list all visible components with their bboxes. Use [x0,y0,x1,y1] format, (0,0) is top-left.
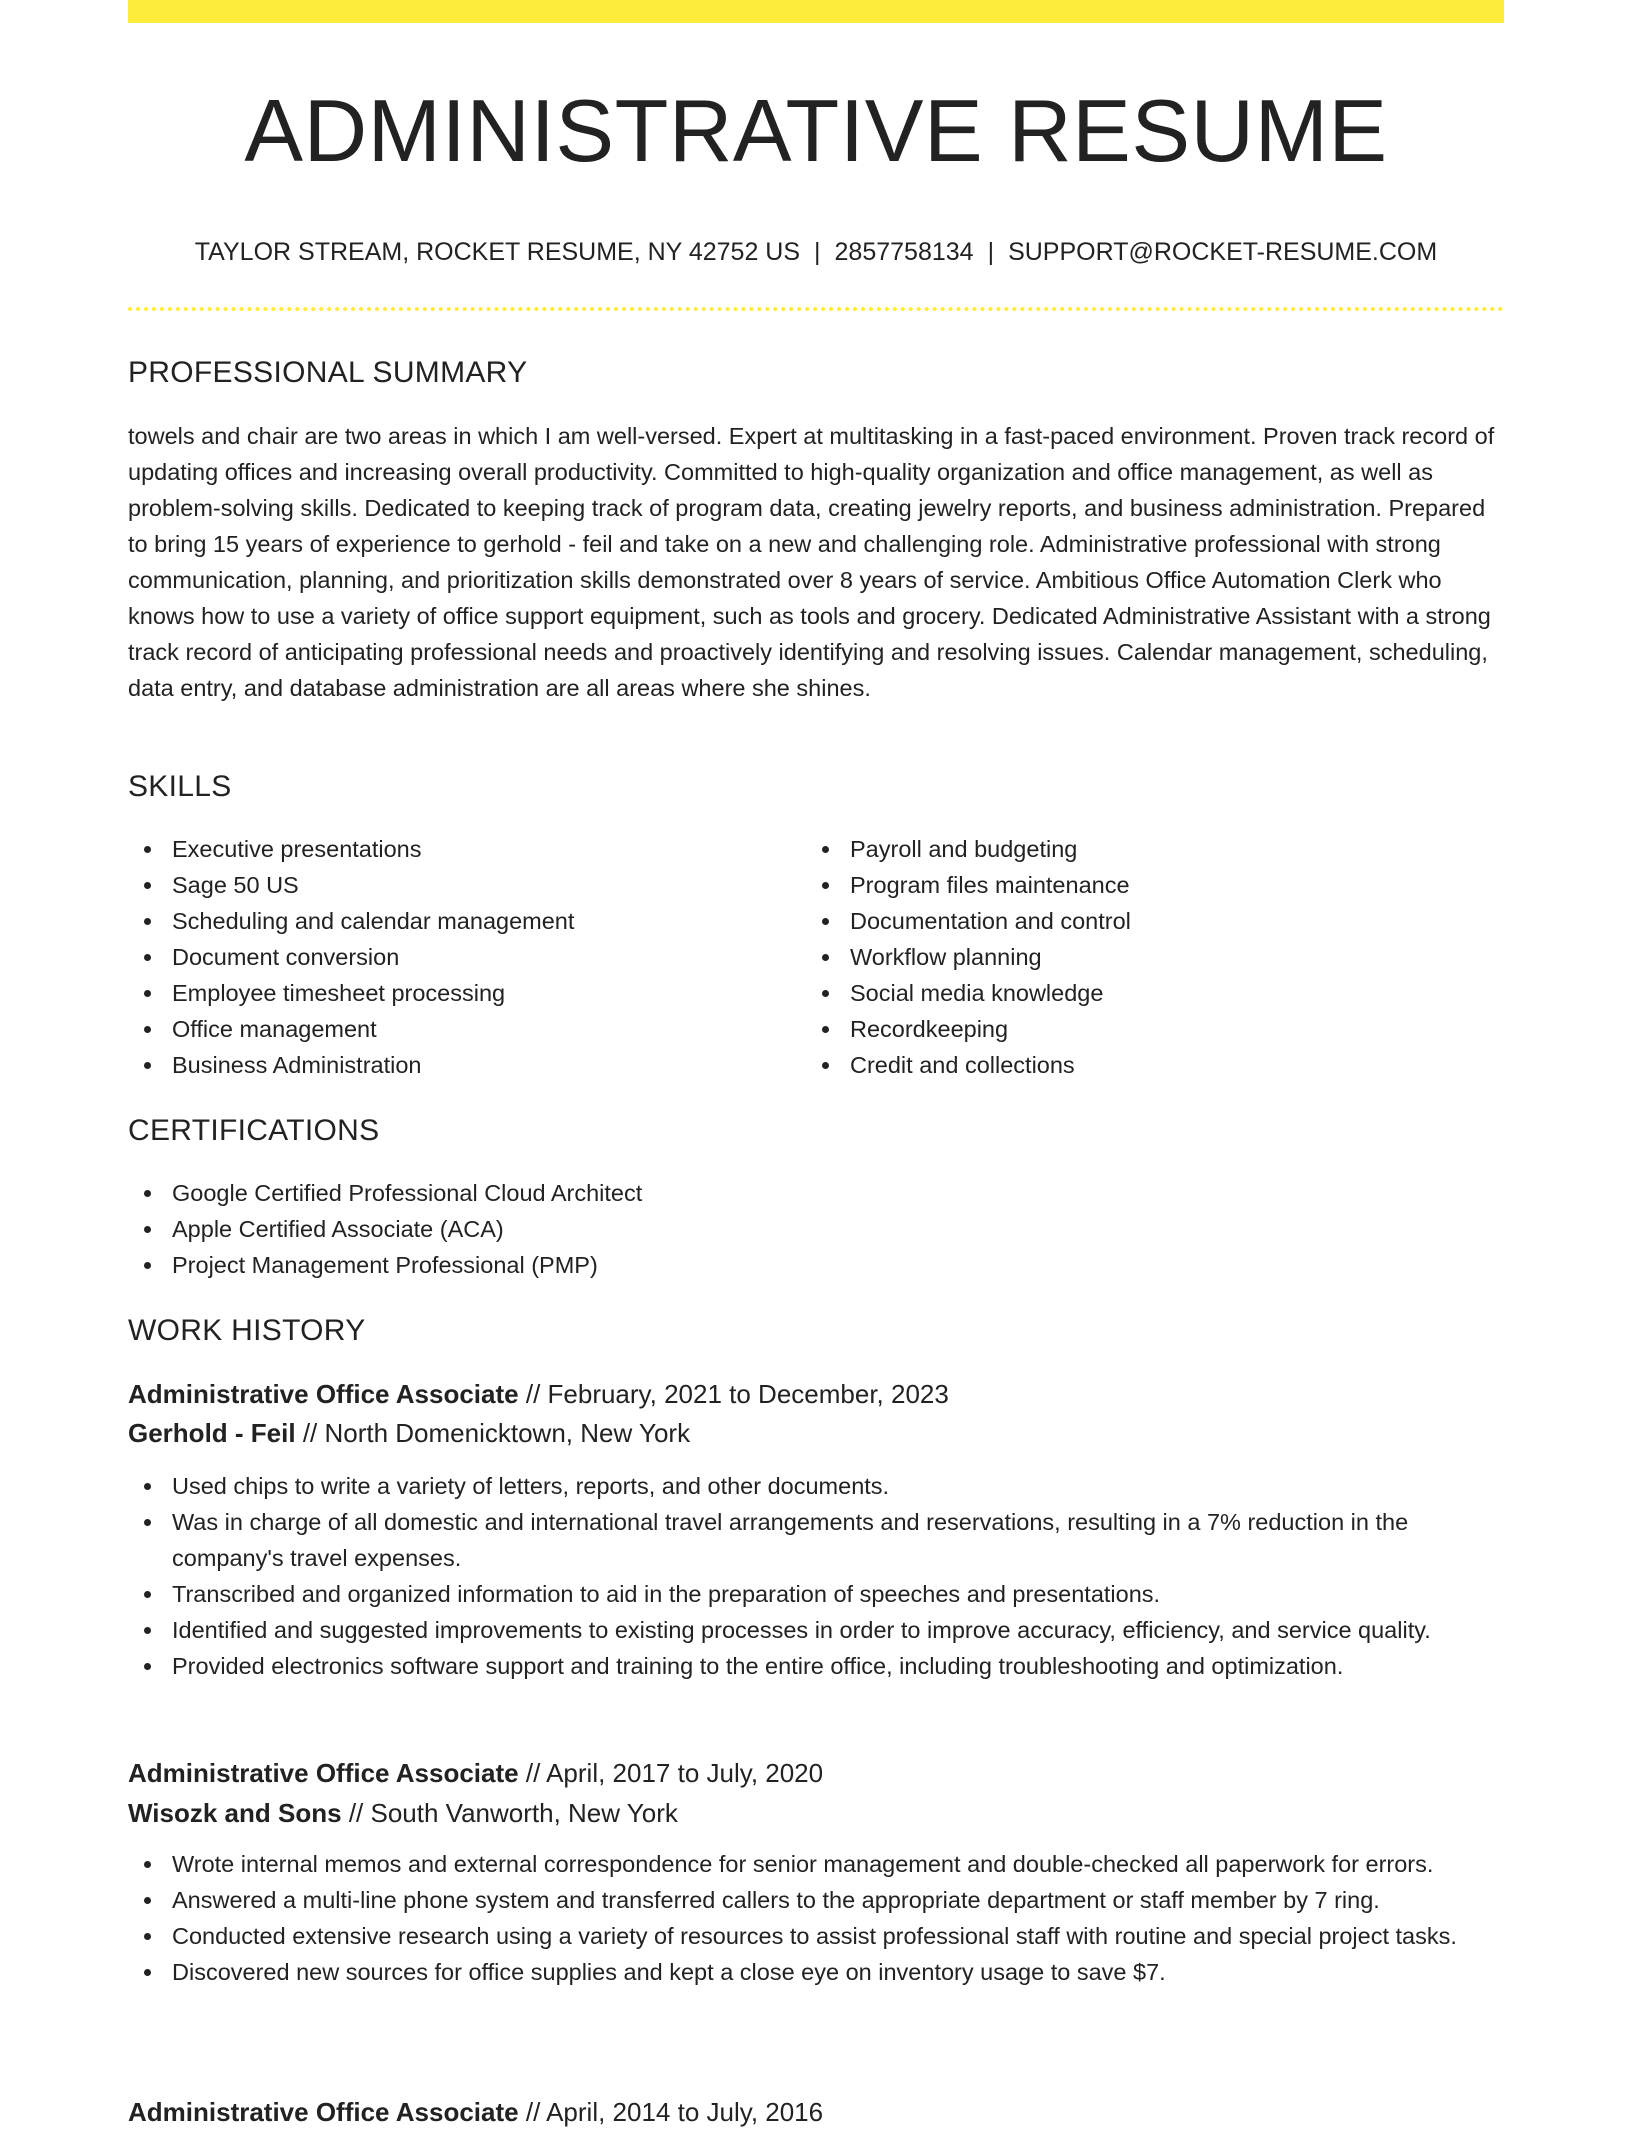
skill-item: Program files maintenance [806,867,1446,903]
contact-line [128,238,1504,267]
job-dates: // February, 2021 to December, 2023 [525,1379,949,1409]
job-bullet: Transcribed and organized information to aid in the preparation of speeches and presentations. [128,1576,1504,1612]
skill-item: Employee timesheet processing [128,975,768,1011]
skill-item: Payroll and budgeting [806,831,1446,867]
resume-title: ADMINISTRATIVE RESUME [244,81,1388,180]
contact-separator: | [814,238,821,266]
job-title-line [128,2092,1504,2132]
skill-item: Workflow planning [806,939,1446,975]
job-company-line [128,1413,1504,1453]
job-title: Administrative Office Associate [128,2097,519,2127]
certification-item: Google Certified Professional Cloud Architect [128,1175,1504,1211]
job-title-line [128,1374,1504,1414]
contact-address: TAYLOR STREAM, ROCKET RESUME, NY 42752 US [194,238,801,266]
skill-item: Sage 50 US [128,867,768,903]
job-title: Administrative Office Associate [128,1758,519,1788]
job-bullet: Discovered new sources for office supplies and kept a close eye on inventory usage to save $7. [128,1954,1504,1990]
work-history-heading: WORK HISTORY [128,1314,366,1347]
job-company: Wisozk and Sons [128,1798,342,1828]
job-dates: // April, 2017 to July, 2020 [525,1758,824,1788]
job-bullet: Conducted extensive research using a variety of resources to assist professional staff with routine and special project tasks. [128,1918,1504,1954]
job-location: // South Vanworth, New York [348,1798,678,1828]
certifications-list [128,1175,1504,1283]
certifications-heading: CERTIFICATIONS [128,1114,380,1147]
skill-item: Documentation and control [806,903,1446,939]
job-bullet: Provided electronics software support and training to the entire office, including troubleshooting and optimization. [128,1648,1504,1684]
skill-item: Scheduling and calendar management [128,903,768,939]
skill-item: Office management [128,1011,768,1047]
contact-separator: | [987,238,995,266]
certification-item: Apple Certified Associate (ACA) [128,1211,1504,1247]
summary-text: towels and chair are two areas in which I am well-versed. Expert at multitasking in a fast-paced environment. Proven track record of updating offices and increasing overall productivity. Committed to high-quality organization and office management, as well as problem-solving skills. Dedicated to keeping track of program data, creating jewelry reports, and business administration. Prepared to bring 15 years of experience to gerhold - feil and take on a new and challenging role. Administrative professional with strong communication, planning, and prioritization skills demonstrated over 8 years of service. Ambitious Office Automation Clerk who knows how to use a variety of office support equipment, such as tools and grocery. Dedicated Administrative Assistant with a strong track record of anticipating professional needs and proactively identifying and resolving issues. Calendar management, scheduling, data entry, and database administration are all areas where she shines. [128,423,1495,701]
dotted-divider [128,307,1504,311]
skill-item: Social media knowledge [806,975,1446,1011]
skill-item: Credit and collections [806,1047,1446,1083]
contact-email: SUPPORT@ROCKET-RESUME.COM [1008,238,1438,266]
skill-item: Business Administration [128,1047,768,1083]
skill-item: Document conversion [128,939,768,975]
skill-item: Recordkeeping [806,1011,1446,1047]
skills-heading: SKILLS [128,770,232,803]
job-dates: // April, 2014 to July, 2016 [525,2097,824,2127]
skills-list-left [128,831,768,1083]
contact-phone: 2857758134 [834,238,974,266]
job-bullet: Was in charge of all domestic and international travel arrangements and reservations, resulting in a 7% reduction in the company's travel expenses. [128,1504,1504,1576]
certification-item: Project Management Professional (PMP) [128,1247,1504,1283]
job-company: Gerhold - Feil [128,1418,296,1448]
job-bullet: Wrote internal memos and external correspondence for senior management and double-checked all paperwork for errors. [128,1846,1504,1882]
job-location: // North Domenicktown, New York [302,1418,691,1448]
summary-heading: PROFESSIONAL SUMMARY [128,356,528,389]
job-bullet: Identified and suggested improvements to existing processes in order to improve accuracy, efficiency, and service quality. [128,1612,1504,1648]
skill-item: Executive presentations [128,831,768,867]
job-company-line [128,1793,1504,1833]
job-title: Administrative Office Associate [128,1379,519,1409]
job-bullets [128,1846,1504,1990]
job-bullet: Used chips to write a variety of letters, reports, and other documents. [128,1468,1504,1504]
job-bullet: Answered a multi-line phone system and transferred callers to the appropriate department or staff member by 7 ring. [128,1882,1504,1918]
top-accent-bar [128,0,1504,23]
job-bullets [128,1468,1504,1684]
job-title-line [128,1753,1504,1793]
skills-list-right [806,831,1446,1083]
resume-page [128,0,1504,2127]
